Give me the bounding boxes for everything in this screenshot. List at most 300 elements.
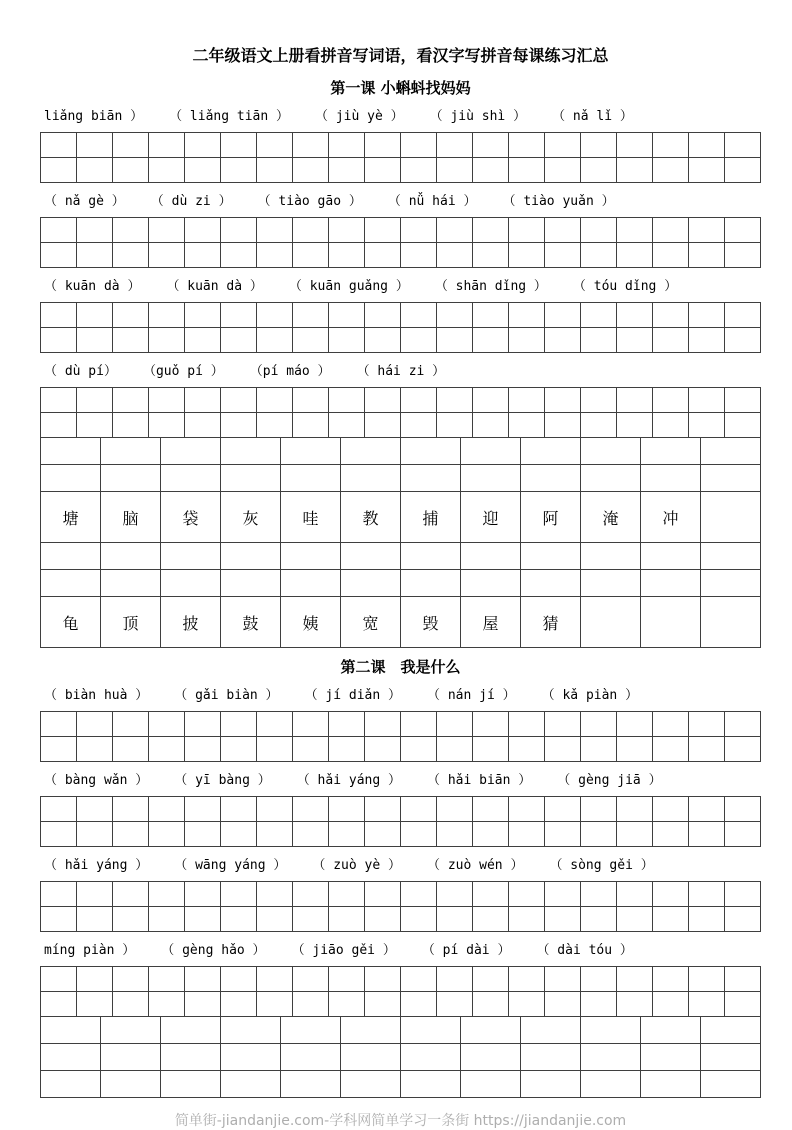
answer-cell (365, 218, 401, 243)
answer-cell (293, 303, 329, 328)
answer-cell (725, 797, 761, 822)
character-cell: 鼓 (221, 597, 281, 648)
answer-cell (113, 388, 149, 413)
answer-cell (473, 712, 509, 737)
answer-cell (461, 1044, 521, 1071)
answer-cell (689, 822, 725, 847)
answer-cell (725, 133, 761, 158)
answer-cell (617, 992, 653, 1017)
writing-grid (40, 302, 761, 353)
answer-cell (401, 388, 437, 413)
answer-cell (221, 882, 257, 907)
answer-cell (581, 907, 617, 932)
pinyin-word-group: （ tiào gāo ） (257, 194, 362, 209)
answer-cell (257, 158, 293, 183)
answer-cell (701, 1044, 761, 1071)
answer-cell (293, 328, 329, 353)
answer-cell (365, 907, 401, 932)
answer-cell (365, 303, 401, 328)
answer-cell (185, 218, 221, 243)
answer-cell (617, 822, 653, 847)
answer-cell (725, 328, 761, 353)
answer-cell (545, 992, 581, 1017)
answer-cell (653, 967, 689, 992)
answer-cell (341, 465, 401, 492)
answer-cell (293, 413, 329, 438)
answer-cell (725, 218, 761, 243)
answer-cell (149, 992, 185, 1017)
answer-cell (653, 303, 689, 328)
answer-cell (617, 797, 653, 822)
answer-cell (41, 158, 77, 183)
answer-cell (617, 967, 653, 992)
answer-cell (149, 797, 185, 822)
answer-cell (365, 822, 401, 847)
answer-cell (401, 158, 437, 183)
answer-cell (41, 822, 77, 847)
answer-cell (113, 158, 149, 183)
answer-cell (329, 133, 365, 158)
answer-cell (221, 1071, 281, 1098)
pinyin-word-group: （ zuò wén ） (427, 858, 524, 873)
answer-cell (41, 737, 77, 762)
answer-cell (509, 967, 545, 992)
answer-cell (689, 328, 725, 353)
answer-cell (401, 967, 437, 992)
answer-cell (257, 967, 293, 992)
writing-grid (40, 217, 761, 268)
answer-cell (221, 1044, 281, 1071)
answer-cell (113, 822, 149, 847)
answer-cell (653, 413, 689, 438)
answer-cell (725, 907, 761, 932)
answer-cell (341, 570, 401, 597)
answer-cell (365, 413, 401, 438)
answer-cell (689, 388, 725, 413)
character-cell: 迎 (461, 492, 521, 543)
answer-cell (41, 388, 77, 413)
answer-cell (689, 797, 725, 822)
pinyin-word-group: （ hái zi ） (356, 364, 446, 379)
answer-cell (185, 328, 221, 353)
answer-cell (41, 328, 77, 353)
answer-cell (437, 388, 473, 413)
answer-cell (281, 1044, 341, 1071)
answer-cell (257, 243, 293, 268)
answer-cell (113, 797, 149, 822)
answer-cell (581, 967, 617, 992)
answer-cell (77, 797, 113, 822)
page-title: 二年级语文上册看拼音写词语，看汉字写拼音每课练习汇总 (192, 46, 609, 65)
answer-cell (401, 570, 461, 597)
answer-cell (365, 882, 401, 907)
answer-cell (185, 992, 221, 1017)
pinyin-word-group: （ jiù yè ） (315, 109, 404, 124)
answer-cell (725, 388, 761, 413)
answer-cell (437, 303, 473, 328)
answer-cell (689, 243, 725, 268)
answer-cell (113, 737, 149, 762)
answer-cell (617, 737, 653, 762)
pinyin-word-group: míng piàn ） (44, 943, 136, 958)
answer-cell (545, 737, 581, 762)
answer-cell (329, 413, 365, 438)
answer-cell (41, 438, 101, 465)
answer-cell (257, 328, 293, 353)
answer-cell (521, 1017, 581, 1044)
answer-cell (509, 218, 545, 243)
answer-cell (257, 737, 293, 762)
answer-cell (653, 797, 689, 822)
answer-cell (41, 413, 77, 438)
answer-cell (473, 243, 509, 268)
answer-cell (185, 737, 221, 762)
answer-cell (461, 1017, 521, 1044)
pinyin-prompt-row (44, 108, 761, 126)
answer-cell (293, 243, 329, 268)
answer-cell (77, 133, 113, 158)
pinyin-writing-grid (40, 437, 761, 492)
answer-cell (185, 907, 221, 932)
answer-cell (221, 737, 257, 762)
answer-cell (149, 907, 185, 932)
answer-cell (689, 712, 725, 737)
answer-cell (329, 303, 365, 328)
answer-cell (437, 712, 473, 737)
answer-cell (701, 570, 761, 597)
answer-cell (293, 388, 329, 413)
answer-cell (221, 992, 257, 1017)
answer-cell (653, 218, 689, 243)
answer-cell (725, 413, 761, 438)
answer-cell (401, 543, 461, 570)
answer-cell (617, 328, 653, 353)
pinyin-prompt-row (44, 278, 761, 296)
answer-cell (653, 907, 689, 932)
pinyin-word-group: （ nán jí ） (427, 688, 516, 703)
character-cell: 哇 (281, 492, 341, 543)
answer-cell (41, 967, 77, 992)
answer-cell (581, 543, 641, 570)
answer-cell (509, 328, 545, 353)
answer-cell (437, 243, 473, 268)
answer-cell (401, 992, 437, 1017)
answer-cell (101, 543, 161, 570)
answer-cell (581, 413, 617, 438)
answer-cell (461, 1071, 521, 1098)
answer-cell (581, 388, 617, 413)
answer-cell (401, 218, 437, 243)
answer-cell (281, 543, 341, 570)
answer-cell (293, 712, 329, 737)
answer-cell (437, 133, 473, 158)
character-cell: 姨 (281, 597, 341, 648)
pinyin-prompt-row (44, 193, 761, 211)
answer-cell (581, 133, 617, 158)
pinyin-word-group: （ shān dǐng ） (434, 279, 547, 294)
answer-cell (581, 158, 617, 183)
answer-cell (149, 388, 185, 413)
answer-cell (521, 438, 581, 465)
writing-grid (40, 132, 761, 183)
answer-cell (41, 133, 77, 158)
answer-cell (653, 737, 689, 762)
answer-cell (365, 992, 401, 1017)
character-cell: 顶 (101, 597, 161, 648)
pinyin-writing-grid (40, 542, 761, 597)
answer-cell (113, 882, 149, 907)
answer-cell (293, 218, 329, 243)
answer-cell (329, 992, 365, 1017)
answer-cell (221, 388, 257, 413)
answer-cell (509, 992, 545, 1017)
answer-cell (509, 737, 545, 762)
pinyin-word-group: （pí máo ） (249, 364, 331, 379)
answer-cell (401, 465, 461, 492)
character-cell: 披 (161, 597, 221, 648)
pinyin-word-group: （ gèng jiā ） (557, 773, 662, 788)
answer-cell (545, 907, 581, 932)
character-cell: 龟 (41, 597, 101, 648)
writing-grid (40, 881, 761, 932)
answer-cell (365, 388, 401, 413)
pinyin-word-group: （guǒ pí ） (142, 364, 224, 379)
answer-cell (473, 303, 509, 328)
answer-cell (77, 992, 113, 1017)
answer-cell (329, 328, 365, 353)
answer-cell (545, 243, 581, 268)
answer-cell (701, 597, 761, 648)
answer-cell (617, 388, 653, 413)
answer-cell (509, 882, 545, 907)
answer-cell (221, 967, 257, 992)
answer-cell (653, 882, 689, 907)
answer-cell (257, 907, 293, 932)
character-cell: 宽 (341, 597, 401, 648)
answer-cell (581, 1071, 641, 1098)
answer-cell (725, 158, 761, 183)
answer-cell (221, 543, 281, 570)
answer-cell (113, 328, 149, 353)
answer-cell (689, 992, 725, 1017)
writing-grid (40, 796, 761, 847)
pinyin-word-group: （ dù zi ） (150, 194, 232, 209)
answer-cell (41, 882, 77, 907)
pinyin-prompt-row (44, 687, 761, 705)
answer-cell (113, 243, 149, 268)
answer-cell (461, 465, 521, 492)
answer-cell (401, 822, 437, 847)
answer-cell (581, 597, 641, 648)
pinyin-word-group: （ gǎi biàn ） (174, 688, 279, 703)
pinyin-prompt-row (44, 363, 761, 381)
answer-cell (581, 797, 617, 822)
answer-cell (293, 907, 329, 932)
answer-cell (725, 303, 761, 328)
answer-cell (329, 797, 365, 822)
answer-cell (113, 218, 149, 243)
answer-cell (641, 1071, 701, 1098)
answer-cell (473, 388, 509, 413)
pinyin-word-group: （ kǎ piàn ） (541, 688, 639, 703)
character-cell: 教 (341, 492, 401, 543)
answer-cell (581, 822, 617, 847)
answer-cell (473, 218, 509, 243)
answer-cell (521, 543, 581, 570)
lesson2-heading: 第二课 我是什么 (340, 658, 461, 676)
answer-cell (437, 413, 473, 438)
answer-cell (77, 737, 113, 762)
answer-cell (509, 133, 545, 158)
answer-cell (41, 797, 77, 822)
answer-cell (509, 303, 545, 328)
answer-cell (473, 133, 509, 158)
answer-cell (509, 243, 545, 268)
answer-cell (149, 328, 185, 353)
answer-cell (473, 328, 509, 353)
answer-cell (257, 303, 293, 328)
answer-cell (101, 465, 161, 492)
answer-cell (725, 992, 761, 1017)
answer-cell (401, 1044, 461, 1071)
pinyin-word-group: （ tiào yuǎn ） (502, 194, 615, 209)
answer-cell (641, 438, 701, 465)
answer-cell (113, 712, 149, 737)
answer-cell (365, 158, 401, 183)
character-cell: 毁 (401, 597, 461, 648)
answer-cell (293, 822, 329, 847)
answer-cell (101, 438, 161, 465)
answer-cell (617, 712, 653, 737)
answer-cell (653, 243, 689, 268)
answer-cell (545, 328, 581, 353)
answer-cell (185, 413, 221, 438)
pinyin-word-group: （ hǎi yáng ） (44, 858, 149, 873)
answer-cell (293, 797, 329, 822)
pinyin-prompt-row (44, 772, 761, 790)
answer-cell (701, 1071, 761, 1098)
answer-cell (149, 967, 185, 992)
answer-cell (77, 967, 113, 992)
character-cell: 淹 (581, 492, 641, 543)
answer-cell (401, 1017, 461, 1044)
answer-cell (161, 1071, 221, 1098)
answer-cell (617, 218, 653, 243)
answer-cell (545, 133, 581, 158)
answer-cell (437, 797, 473, 822)
answer-cell (257, 882, 293, 907)
answer-cell (401, 303, 437, 328)
answer-cell (41, 543, 101, 570)
answer-cell (617, 413, 653, 438)
answer-cell (545, 413, 581, 438)
answer-cell (701, 465, 761, 492)
answer-cell (41, 570, 101, 597)
writing-grid (40, 711, 761, 762)
character-cell: 捕 (401, 492, 461, 543)
character-cell: 阿 (521, 492, 581, 543)
answer-cell (689, 218, 725, 243)
answer-cell (545, 797, 581, 822)
answer-cell (77, 243, 113, 268)
pinyin-word-group: （ bàng wǎn ） (44, 773, 149, 788)
answer-cell (653, 328, 689, 353)
answer-cell (581, 1044, 641, 1071)
answer-cell (461, 570, 521, 597)
answer-cell (221, 133, 257, 158)
answer-cell (641, 543, 701, 570)
answer-cell (185, 303, 221, 328)
answer-cell (77, 303, 113, 328)
answer-cell (329, 218, 365, 243)
answer-cell (521, 1071, 581, 1098)
answer-cell (185, 712, 221, 737)
answer-cell (221, 570, 281, 597)
answer-cell (185, 243, 221, 268)
character-cell: 猜 (521, 597, 581, 648)
pinyin-word-group: （ jí diǎn ） (304, 688, 402, 703)
lesson1-heading: 第一课 小蝌蚪找妈妈 (330, 79, 471, 97)
answer-cell (41, 1017, 101, 1044)
answer-cell (617, 243, 653, 268)
answer-cell (77, 328, 113, 353)
answer-cell (473, 158, 509, 183)
answer-cell (689, 882, 725, 907)
answer-cell (185, 388, 221, 413)
answer-cell (401, 882, 437, 907)
answer-cell (293, 992, 329, 1017)
answer-cell (701, 492, 761, 543)
answer-cell (521, 465, 581, 492)
answer-cell (641, 465, 701, 492)
answer-cell (581, 570, 641, 597)
answer-cell (521, 570, 581, 597)
answer-cell (149, 218, 185, 243)
answer-cell (617, 158, 653, 183)
answer-cell (329, 243, 365, 268)
answer-cell (185, 133, 221, 158)
answer-cell (149, 882, 185, 907)
answer-cell (221, 465, 281, 492)
answer-cell (161, 1044, 221, 1071)
answer-cell (281, 1017, 341, 1044)
answer-cell (545, 218, 581, 243)
pinyin-word-group: （ kuān dà ） (166, 279, 263, 294)
answer-cell (437, 158, 473, 183)
answer-cell (41, 1044, 101, 1071)
answer-cell (653, 992, 689, 1017)
answer-cell (401, 328, 437, 353)
answer-cell (221, 712, 257, 737)
answer-cell (653, 388, 689, 413)
answer-cell (185, 797, 221, 822)
answer-cell (701, 543, 761, 570)
answer-cell (617, 303, 653, 328)
answer-cell (365, 243, 401, 268)
answer-cell (581, 438, 641, 465)
answer-cell (365, 328, 401, 353)
page-footer: 简单街-jiandanjie.com-学科网简单学习一条街 https://jiandanjie.com (174, 1113, 627, 1129)
answer-cell (401, 133, 437, 158)
answer-cell (329, 882, 365, 907)
pinyin-writing-grid (40, 1016, 761, 1098)
answer-cell (437, 967, 473, 992)
answer-cell (473, 737, 509, 762)
answer-cell (581, 243, 617, 268)
answer-cell (257, 712, 293, 737)
pinyin-word-group: （ nǎ gè ） (44, 194, 125, 209)
answer-cell (341, 438, 401, 465)
